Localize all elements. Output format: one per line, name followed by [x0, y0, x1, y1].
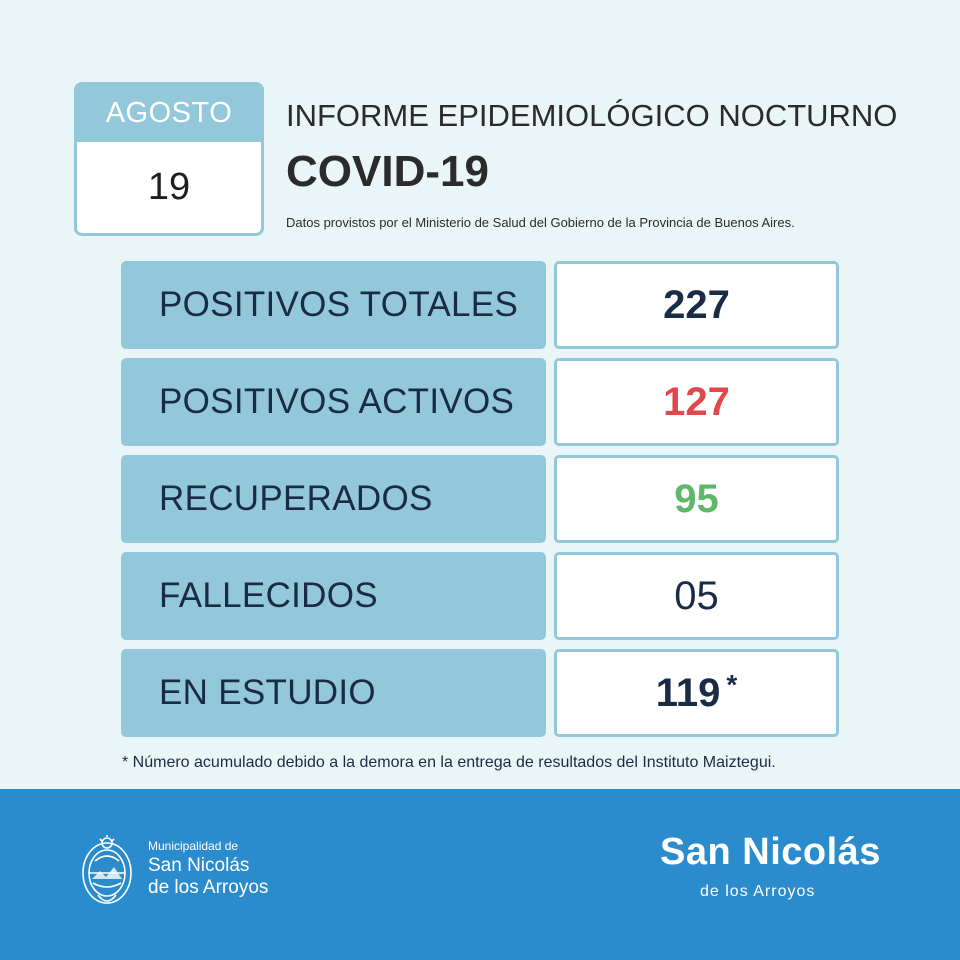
footer — [0, 789, 960, 960]
footnote-marker: * — [726, 669, 738, 700]
report-title: INFORME EPIDEMIOLÓGICO NOCTURNO — [286, 98, 898, 133]
stats-table — [121, 261, 839, 746]
stat-label: RECUPERADOS — [121, 455, 546, 543]
stat-value — [554, 455, 839, 543]
brand-logo-subtext: de los Arroyos — [700, 883, 816, 900]
report-source: Datos provistos por el Ministerio de Salud del Gobierno de la Provincia de Buenos Aires. — [286, 215, 795, 230]
stat-label: FALLECIDOS — [121, 552, 546, 640]
stat-value — [554, 649, 839, 737]
report-subtitle: COVID-19 — [286, 147, 489, 196]
stat-value-number: 127 — [663, 379, 730, 424]
brand-logo-text: San Nicolás — [660, 831, 881, 873]
stat-value-number: 119 — [655, 670, 721, 715]
coat-of-arms-icon — [78, 833, 136, 911]
stat-value-number: 95 — [674, 476, 719, 521]
stat-row-fallecidos — [121, 552, 839, 640]
stat-label: POSITIVOS ACTIVOS — [121, 358, 546, 446]
stat-row-en-estudio — [121, 649, 839, 737]
stat-row-recuperados — [121, 455, 839, 543]
municipality-name-line1: San Nicolás — [148, 855, 250, 876]
stat-value — [554, 261, 839, 349]
stat-row-positivos-activos — [121, 358, 839, 446]
date-month: AGOSTO — [77, 85, 261, 142]
municipality-label: Municipalidad de — [148, 839, 239, 853]
stat-value — [554, 552, 839, 640]
stat-value-number: 227 — [663, 282, 730, 327]
footnote: * Número acumulado debido a la demora en la entrega de resultados del Instituto Maiztegui. — [122, 754, 776, 771]
stat-label: EN ESTUDIO — [121, 649, 546, 737]
municipality-name — [148, 855, 268, 899]
date-box — [74, 82, 264, 236]
stat-label: POSITIVOS TOTALES — [121, 261, 546, 349]
date-day: 19 — [147, 166, 191, 208]
stat-row-positivos-totales — [121, 261, 839, 349]
stat-value-number: 05 — [674, 573, 719, 618]
stat-value — [554, 358, 839, 446]
municipality-name-line2: de los Arroyos — [148, 877, 269, 898]
